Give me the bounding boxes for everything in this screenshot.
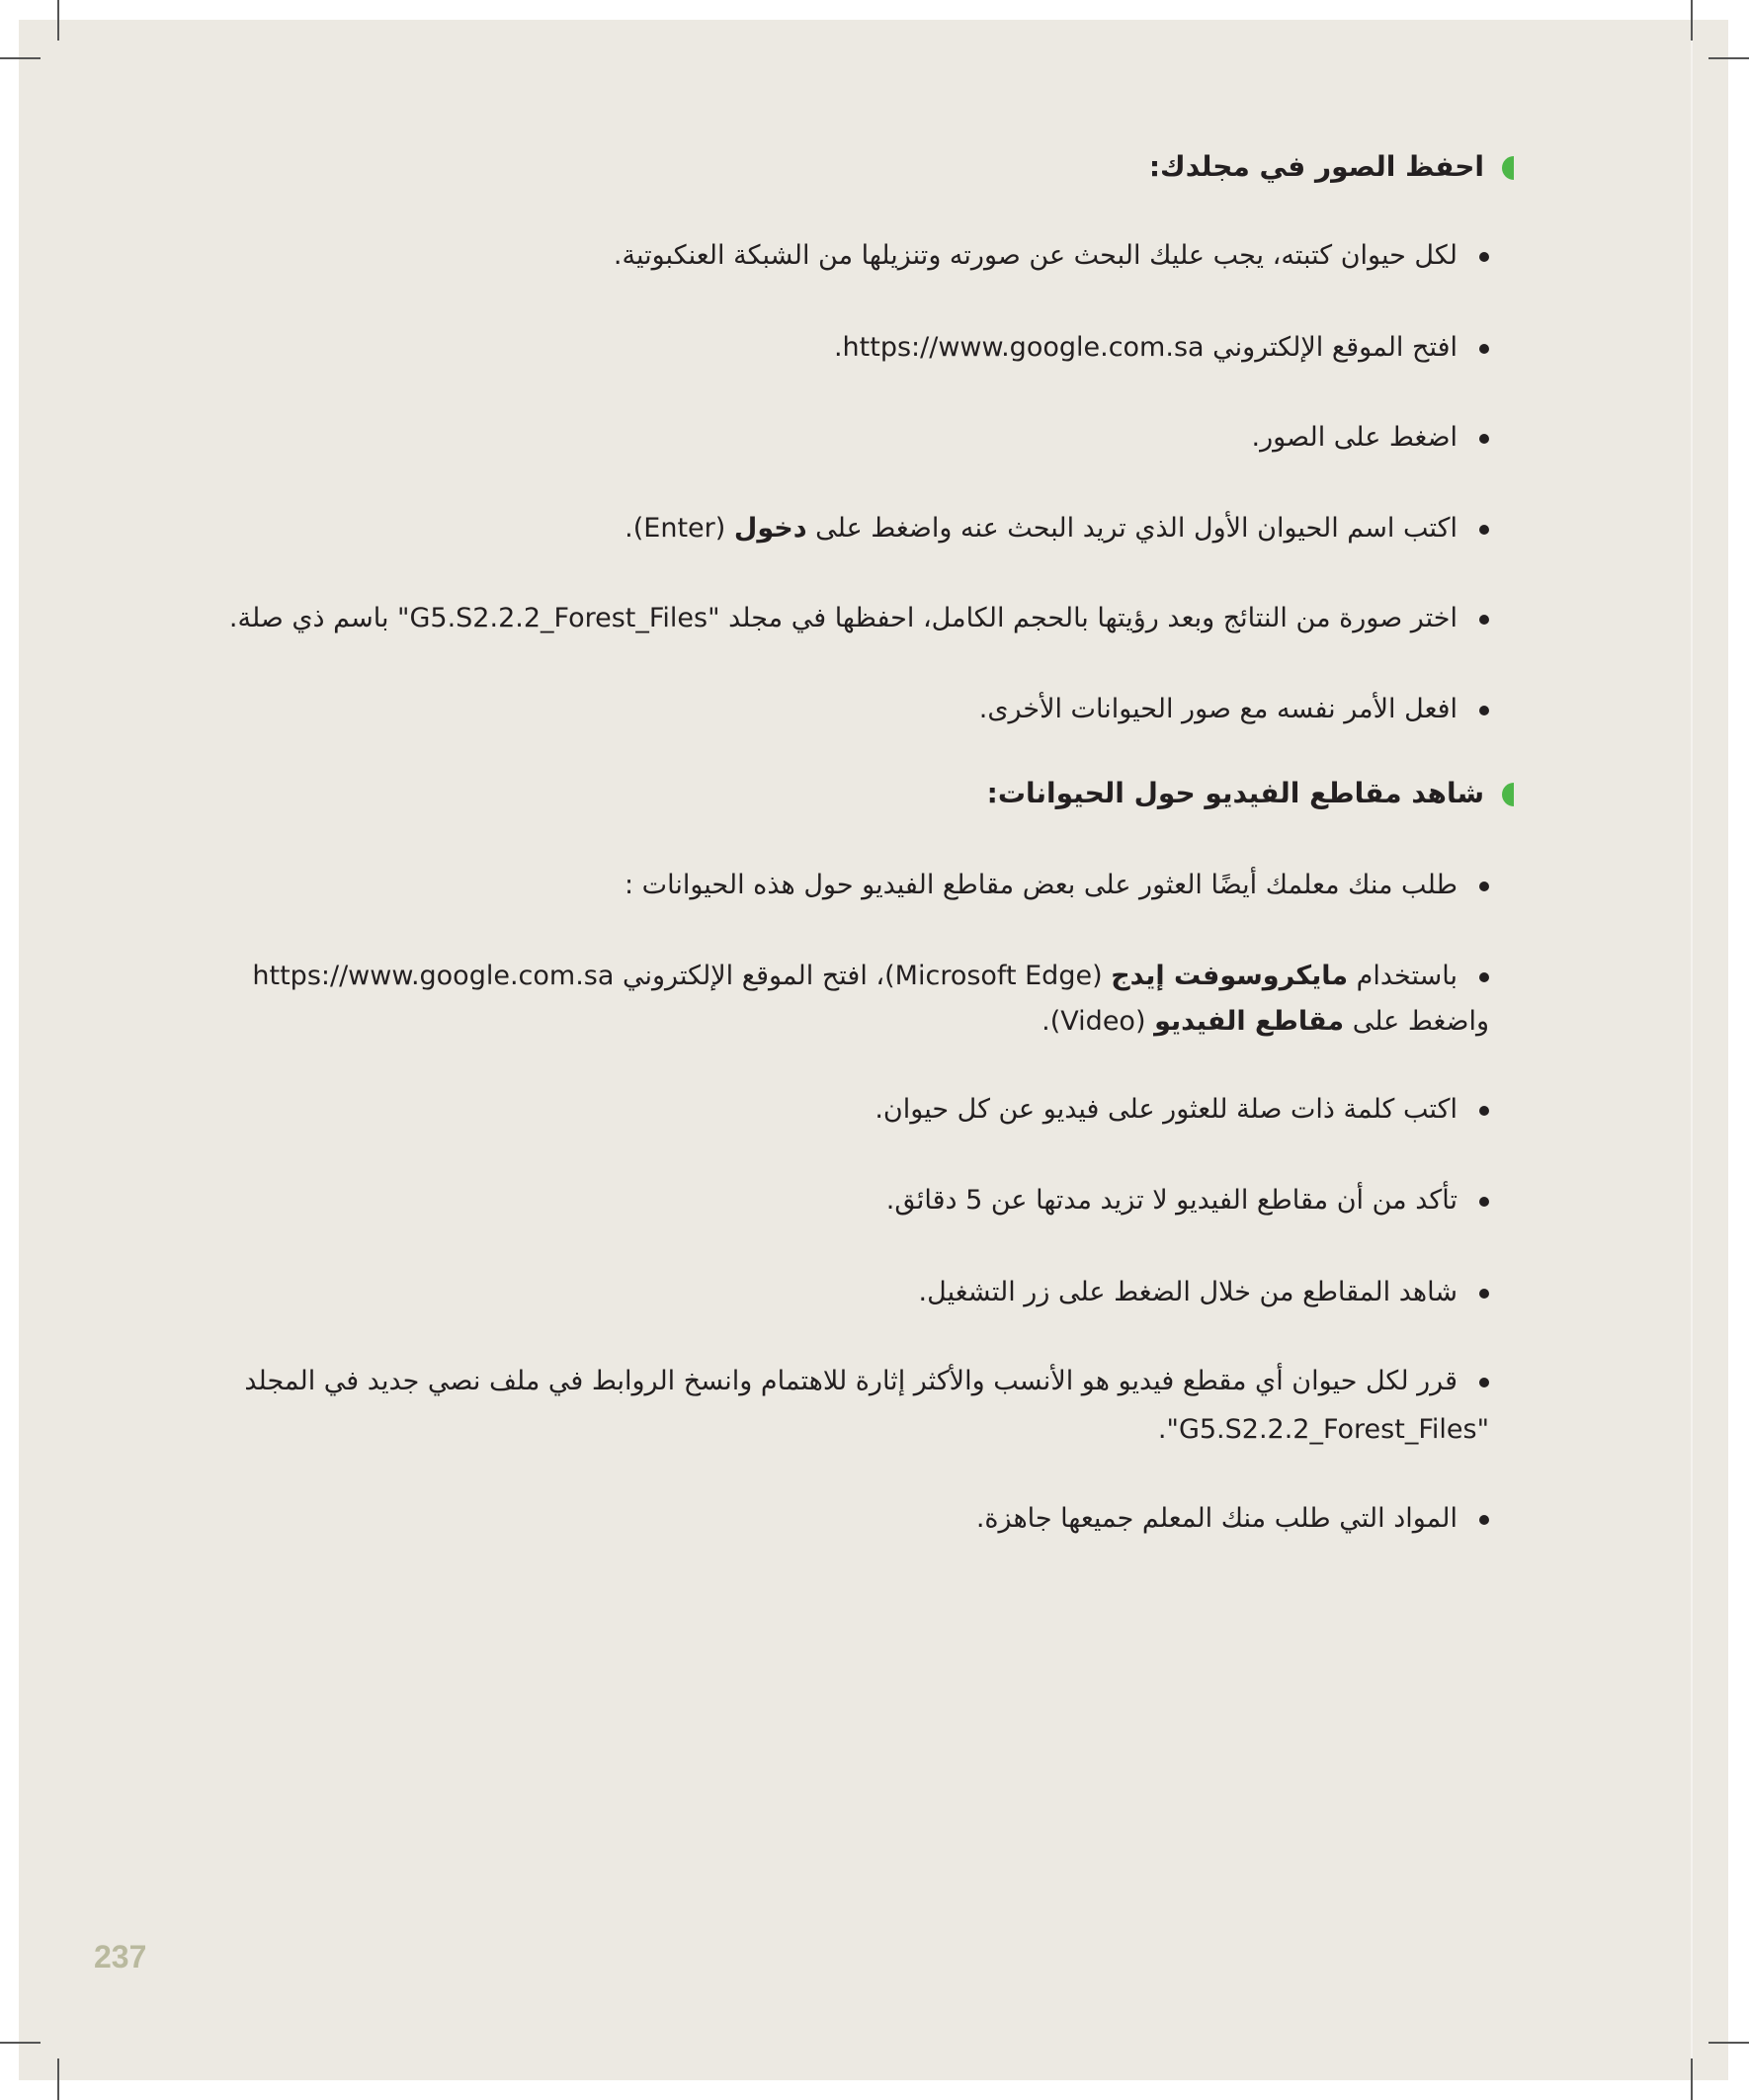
list-item	[979, 690, 1489, 729]
list-item	[229, 599, 1489, 638]
list-item-continuation	[1158, 1410, 1489, 1450]
bullet-icon	[1479, 434, 1489, 444]
page-edge	[1691, 20, 1693, 2080]
bullet-icon	[1479, 525, 1489, 535]
item-text: اكتب كلمة ذات صلة للعثور على فيديو عن كل حيوان.	[874, 1094, 1458, 1125]
bullet-icon	[1479, 1106, 1489, 1116]
bullet-icon	[1479, 972, 1489, 982]
item-text: (Enter).	[625, 513, 734, 544]
crop-mark	[57, 2058, 59, 2100]
bullet-icon	[1479, 1515, 1489, 1525]
crop-mark	[1691, 2058, 1693, 2100]
item-text: اختر صورة من النتائج وبعد رؤيتها بالحجم الكامل، احفظها في مجلد "G5.S2.2.2_Forest_Files" باسم ذي صلة.	[228, 603, 1458, 633]
crop-mark	[1708, 2042, 1749, 2044]
item-text: واضغط على	[1344, 1006, 1489, 1037]
item-text: شاهد المقاطع من خلال الضغط على زر التشغيل.	[918, 1277, 1458, 1307]
list-item	[1251, 418, 1489, 458]
item-text: تأكد من أن مقاطع الفيديو لا تزيد مدتها عن 5 دقائق.	[885, 1185, 1458, 1216]
bullet-icon	[1479, 344, 1489, 354]
item-text: المواد التي طلب منك المعلم جميعها جاهزة.	[975, 1503, 1458, 1534]
item-text: اضغط على الصور.	[1251, 422, 1458, 453]
list-item	[919, 1273, 1489, 1312]
item-text: (Microsoft Edge)، افتح الموقع الإلكتروني https://www.google.com.sa	[252, 961, 1112, 991]
list-item	[976, 1499, 1489, 1539]
heading-text: احفظ الصور في مجلدك:	[1148, 150, 1484, 183]
crop-mark	[0, 57, 41, 59]
crop-mark	[1691, 0, 1693, 41]
bold-term: دخول	[733, 513, 807, 544]
item-text: قرر لكل حيوان أي مقطع فيديو هو الأنسب والأكثر إثارة للاهتمام وانسخ الروابط في ملف نصي جديد في المجلد	[244, 1366, 1458, 1396]
item-text: "G5.S2.2.2_Forest_Files".	[1157, 1414, 1489, 1445]
bold-term: مايكروسوفت إيدج	[1111, 961, 1349, 991]
list-item	[625, 509, 1489, 548]
list-item	[625, 866, 1489, 905]
list-item	[886, 1181, 1489, 1220]
list-item	[244, 1362, 1489, 1401]
list-item	[614, 236, 1489, 276]
list-item	[252, 957, 1489, 996]
item-text: افعل الأمر نفسه مع صور الحيوانات الأخرى.	[978, 694, 1458, 724]
green-marker-icon	[1502, 156, 1514, 180]
item-text: لكل حيوان كتبته، يجب عليك البحث عن صورته وتنزيلها من الشبكة العنكبوتية.	[613, 240, 1458, 271]
bullet-icon	[1479, 706, 1489, 715]
green-marker-icon	[1502, 783, 1514, 806]
crop-mark	[0, 2042, 41, 2044]
bullet-icon	[1479, 615, 1489, 625]
list-item	[834, 328, 1489, 368]
item-text: (Video).	[1041, 1006, 1155, 1037]
bullet-icon	[1479, 1378, 1489, 1387]
item-text: افتح الموقع الإلكتروني https://www.google.com.sa.	[833, 332, 1458, 363]
item-text: باستخدام	[1348, 961, 1458, 991]
section-heading	[987, 774, 1514, 813]
item-text: اكتب اسم الحيوان الأول الذي تريد البحث عنه واضغط على	[806, 513, 1458, 544]
bullet-icon	[1479, 1197, 1489, 1207]
list-item	[874, 1090, 1489, 1130]
bold-term: مقاطع الفيديو	[1154, 1006, 1345, 1037]
bullet-icon	[1479, 882, 1489, 891]
bullet-icon	[1479, 1289, 1489, 1299]
crop-mark	[1708, 57, 1749, 59]
bullet-icon	[1479, 252, 1489, 262]
item-text: طلب منك معلمك أيضًا العثور على بعض مقاطع الفيديو حول هذه الحيوانات :	[625, 870, 1458, 900]
page-number: 237	[94, 1939, 147, 1974]
crop-mark	[57, 0, 59, 41]
heading-text: شاهد مقاطع الفيديو حول الحيوانات:	[986, 777, 1484, 809]
list-item-continuation	[1041, 1002, 1489, 1042]
section-heading	[1149, 147, 1514, 187]
